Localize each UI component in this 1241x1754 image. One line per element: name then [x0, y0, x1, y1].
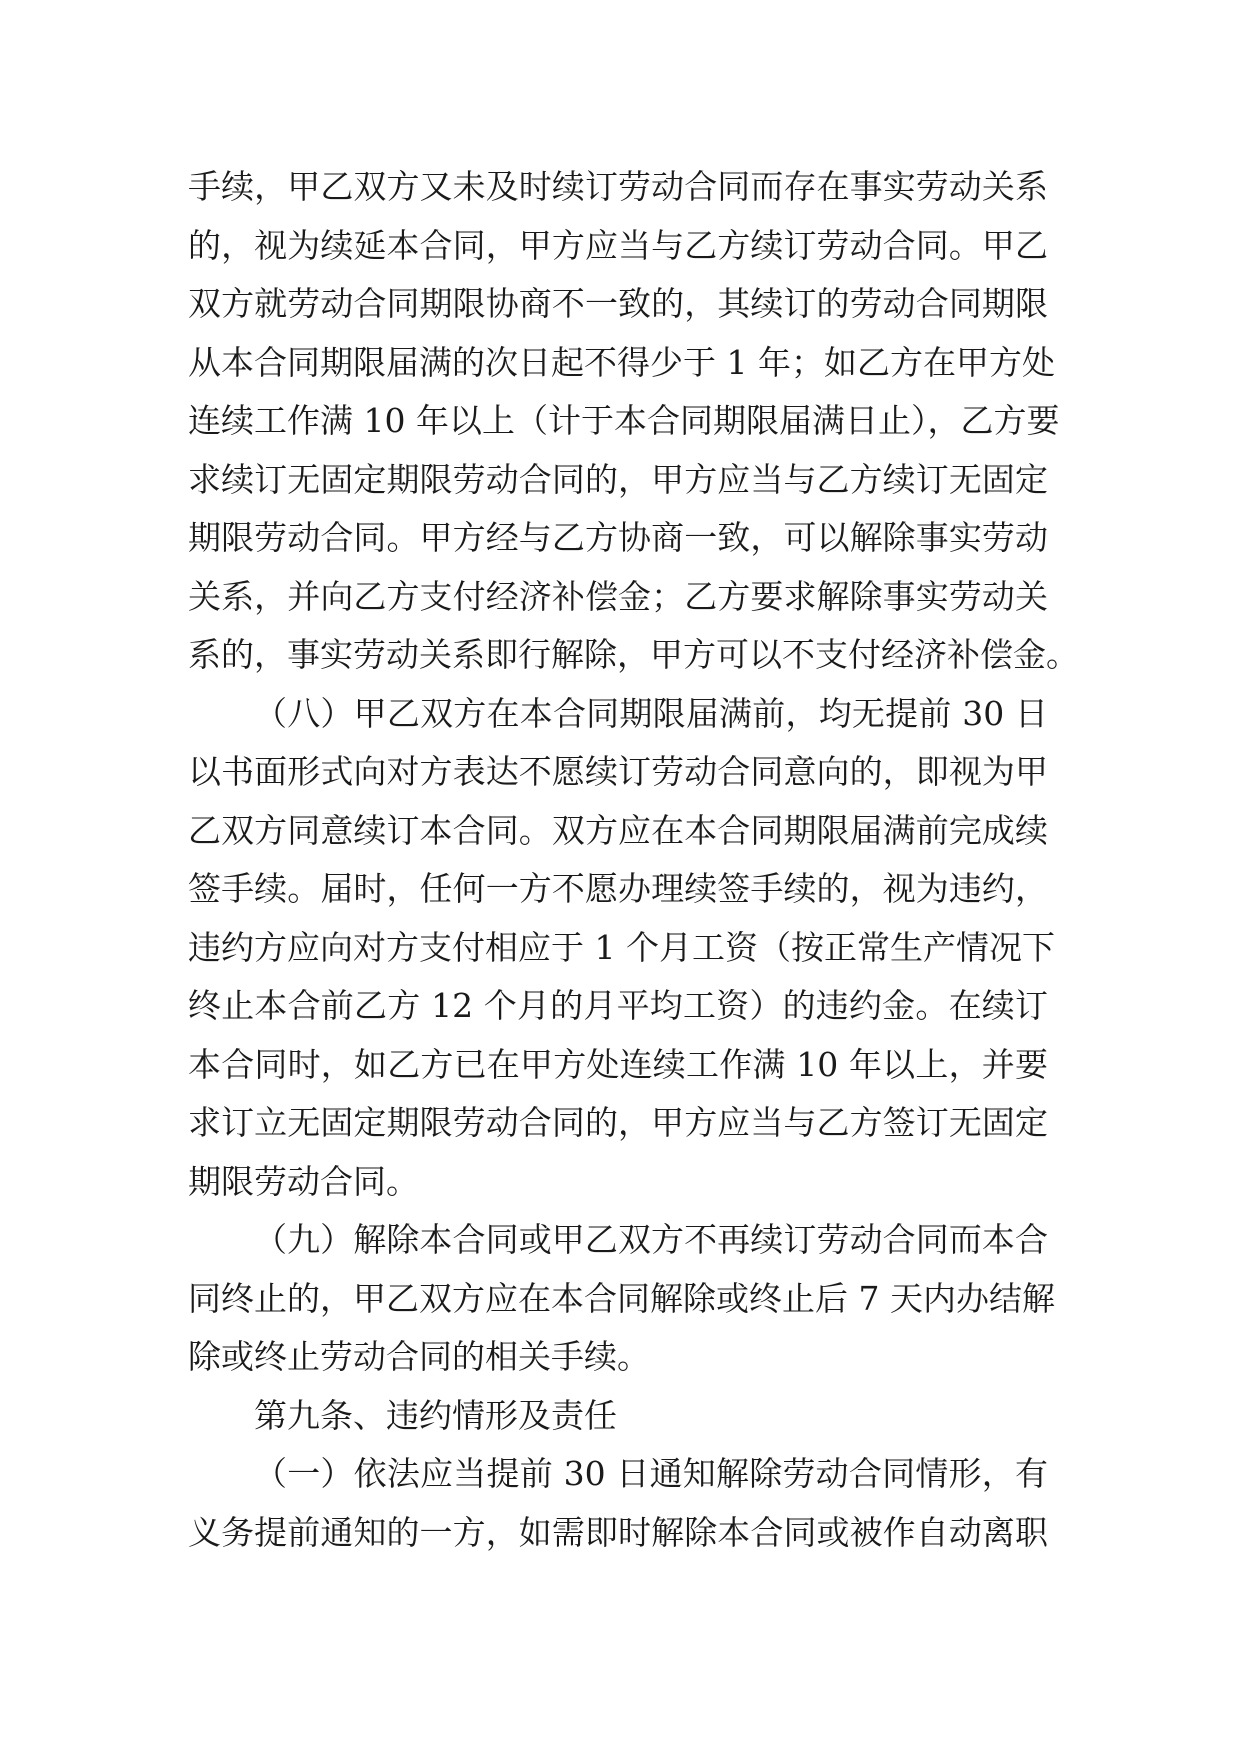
text-line: 以书面形式向对方表达不愿续订劳动合同意向的，即视为甲	[188, 752, 1048, 791]
text-line: 双方就劳动合同期限协商不一致的，其续订的劳动合同期限	[188, 284, 1048, 323]
text-line: 期限劳动合同。甲方经与乙方协商一致，可以解除事实劳动	[188, 518, 1048, 557]
text-line: 第九条、违约情形及责任	[254, 1395, 617, 1435]
text-line: 系的，事实劳动关系即行解除，甲方可以不支付经济补偿金。	[188, 635, 1079, 674]
text-line: （八）甲乙双方在本合同期限届满前，均无提前 30 日	[254, 693, 1048, 733]
text-line: 的，视为续延本合同，甲方应当与乙方续订劳动合同。甲乙	[188, 225, 1048, 265]
text-line: 义务提前通知的一方，如需即时解除本合同或被作自动离职	[188, 1512, 1048, 1552]
text-line: 签手续。届时，任何一方不愿办理续签手续的，视为违约，	[188, 869, 1048, 908]
contract-text-body	[188, 158, 1079, 1562]
text-line: 从本合同期限届满的次日起不得少于 1 年；如乙方在甲方处	[188, 342, 1055, 382]
text-line: 求订立无固定期限劳动合同的，甲方应当与乙方签订无固定	[188, 1103, 1048, 1142]
text-line: 连续工作满 10 年以上（计于本合同期限届满日止），乙方要	[188, 401, 1060, 440]
text-line: 求续订无固定期限劳动合同的，甲方应当与乙方续订无固定	[188, 459, 1048, 499]
text-line: 关系，并向乙方支付经济补偿金；乙方要求解除事实劳动关	[188, 576, 1048, 616]
text-line: 同终止的，甲乙双方应在本合同解除或终止后 7 天内办结解	[188, 1278, 1055, 1318]
text-line: 本合同时，如乙方已在甲方处连续工作满 10 年以上，并要	[188, 1044, 1048, 1084]
text-line: （九）解除本合同或甲乙双方不再续订劳动合同而本合	[254, 1220, 1048, 1259]
text-line: （一）依法应当提前 30 日通知解除劳动合同情形，有	[254, 1454, 1048, 1493]
text-line: 期限劳动合同。	[188, 1161, 419, 1201]
text-line: 手续，甲乙双方又未及时续订劳动合同而存在事实劳动关系	[188, 167, 1048, 206]
text-line: 违约方应向对方支付相应于 1 个月工资（按正常生产情况下	[188, 927, 1055, 967]
text-line: 乙双方同意续订本合同。双方应在本合同期限届满前完成续	[188, 810, 1048, 850]
text-line: 终止本合前乙方 12 个月的月平均工资）的违约金。在续订	[188, 986, 1048, 1025]
text-line: 除或终止劳动合同的相关手续。	[188, 1337, 650, 1376]
